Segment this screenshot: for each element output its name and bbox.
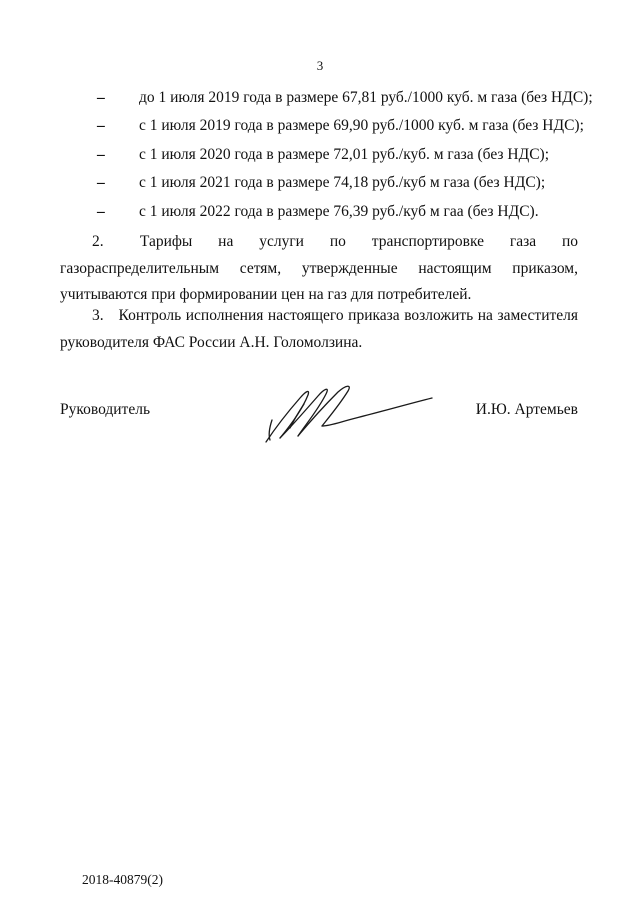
paragraph-2 [60, 229, 578, 309]
tariff-text: с 1 июля 2020 года в размере 72,01 руб./куб. м газа (без НДС); [139, 145, 550, 163]
list-dash: – [97, 202, 105, 220]
tariff-text: с 1 июля 2021 года в размере 74,18 руб./куб м газа (без НДС); [139, 174, 546, 192]
list-item [0, 145, 640, 173]
list-item [0, 88, 640, 116]
paragraph-text: Контроль исполнения настоящего приказа возложить на заместителя руководителя ФАС России А.Н. Голомолзина. [60, 307, 579, 351]
list-item [0, 202, 640, 230]
list-item [0, 173, 640, 201]
tariff-text: с 1 июля 2022 года в размере 76,39 руб./куб м гаа (без НДС). [139, 202, 539, 220]
list-dash: – [97, 89, 105, 106]
signatory-name: И.Ю. Артемьев [475, 401, 578, 418]
tariff-text: с 1 июля 2019 года в размере 69,90 руб./1000 куб. м газа (без НДС); [139, 117, 584, 135]
paragraph-number: 2. [92, 233, 104, 250]
list-item [0, 116, 640, 144]
list-dash: – [97, 145, 105, 163]
paragraph-number: 3. [92, 307, 104, 324]
signatory-position: Руководитель [60, 401, 151, 418]
page-number: 3 [316, 58, 324, 73]
tariff-text: до 1 июля 2019 года в размере 67,81 руб./1000 куб. м газа (без НДС); [139, 89, 593, 106]
tariff-list [0, 88, 640, 230]
signature-block [60, 398, 580, 458]
paragraph-text: Тарифы на услуги по транспортировке газа по газораспределительным сетям, утвержденные настоящим приказом, учитываются при формировании цен на газ для потребителей. [60, 233, 578, 303]
handwritten-signature [260, 380, 435, 450]
list-dash: – [97, 174, 105, 192]
paragraph-3 [60, 303, 578, 356]
document-number: 2018-40879(2) [82, 872, 163, 887]
list-dash: – [97, 117, 105, 135]
